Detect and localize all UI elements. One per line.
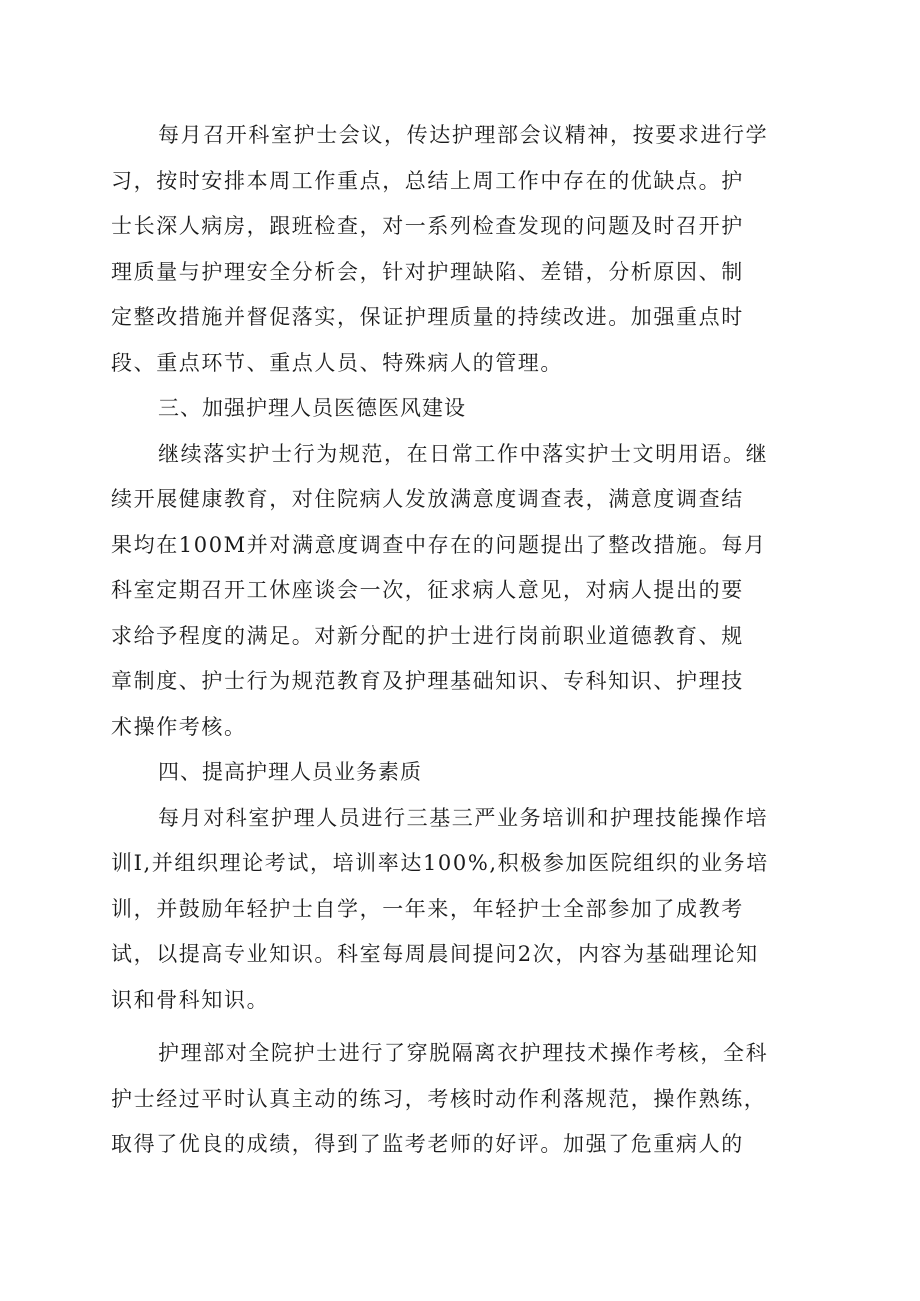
text-line: 每月召开科室护士会议，传达护理部会议精神，按要求进行学 (158, 123, 769, 147)
text-line: 训I,并组织理论考试，培训率达100%,积极参加医院组织的业务培 (111, 851, 769, 875)
paragraph-isolation-gown-assessment (111, 1031, 798, 1168)
paragraph-medical-ethics (111, 432, 798, 751)
heading-text: 四、提高护理人员业务素质 (158, 760, 422, 784)
text-line: 继续落实护士行为规范，在日常工作中落实护士文明用语。继 (158, 441, 769, 466)
text-line: 试，以提高专业知识。科室每周晨间提问2次，内容为基础理论知 (111, 942, 759, 966)
text-line: 科室定期召开工休座谈会一次，征求病人意见，对病人提出的要 (111, 578, 744, 602)
text-line: 士长深人病房，跟班检查，对一系列检查发现的问题及时召开护 (111, 214, 744, 238)
text-line: 护理部对全院护士进行了穿脱隔离衣护理技术操作考核，全科 (158, 1041, 769, 1065)
text-line: 段、重点环节、重点人员、特殊病人的管理。 (111, 350, 563, 375)
text-line: 求给予程度的满足。对新分配的护士进行岗前职业道德教育、规 (111, 623, 744, 648)
text-line: 理质量与护理安全分析会，针对护理缺陷、差错，分析原因、制 (111, 259, 744, 284)
text-line: 术操作考核。 (111, 714, 247, 739)
text-line: 取得了优良的成绩，得到了监考老师的好评。加强了危重病人的 (111, 1132, 744, 1156)
text-line: 定整改措施并督促落实，保证护理质量的持续改进。加强重点时 (111, 305, 744, 329)
text-line: 续开展健康教育，对住院病人发放满意度调查表，满意度调查结 (111, 487, 744, 511)
paragraph-training (111, 796, 798, 1024)
text-line: 识和骨科知识。 (111, 987, 270, 1012)
section-heading-4 (158, 750, 798, 796)
section-heading-3 (158, 386, 798, 432)
paragraph-gap (158, 1023, 798, 1031)
heading-text: 三、加强护理人员医德医风建设 (158, 396, 466, 420)
text-line: 习，按时安排本周工作重点，总结上周工作中存在的优缺点。护 (111, 168, 744, 193)
text-line: 果均在100M并对满意度调查中存在的问题提出了整改措施。每月 (111, 532, 767, 557)
text-line: 每月对科室护理人员进行三基三严业务培训和护理技能操作培 (158, 805, 769, 830)
paragraph-monthly-meeting (111, 113, 798, 386)
text-line: 护士经过平时认真主动的练习，考核时动作利落规范，操作熟练， (111, 1086, 767, 1111)
document-body (111, 113, 798, 1168)
text-line: 章制度、护士行为规范教育及护理基础知识、专科知识、护理技 (111, 669, 744, 693)
text-line: 训，并鼓励年轻护士自学，一年来，年轻护士全部参加了成教考 (111, 896, 744, 921)
